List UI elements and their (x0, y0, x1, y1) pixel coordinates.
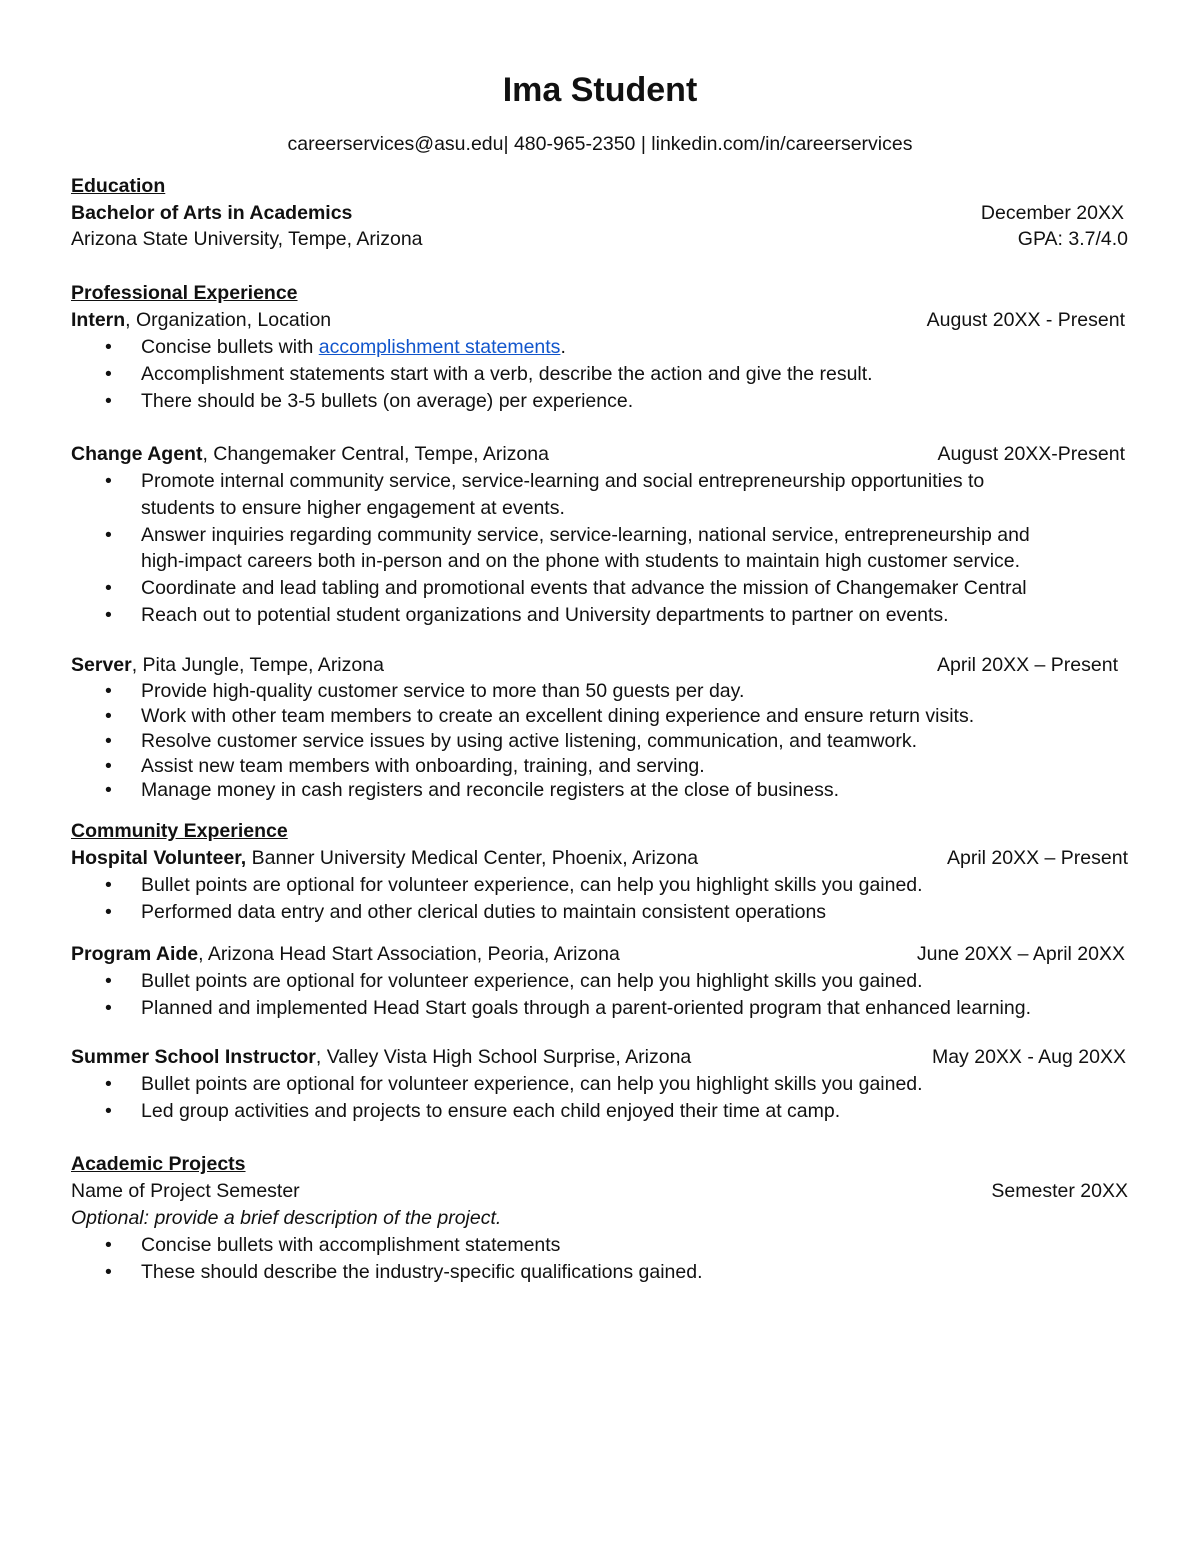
intern-date: August 20XX - Present (926, 309, 1125, 331)
project-date: Semester 20XX (991, 1180, 1128, 1202)
change-bullet-4: Reach out to potential student organizations and University departments to partner on events. (141, 604, 949, 626)
hospital-bullet-1: Bullet points are optional for volunteer experience, can help you highlight skills you gained. (141, 874, 923, 896)
contact-line: careerservices@asu.edu| 480-965-2350 | linkedin.com/in/careerservices (287, 133, 913, 155)
bullet-icon: • (105, 577, 112, 599)
change-agent-title-line: Change Agent, Changemaker Central, Tempe, Arizona (71, 443, 549, 465)
project-bullet-2: These should describe the industry-specific qualifications gained. (141, 1261, 703, 1283)
bullet-icon: • (105, 390, 112, 412)
server-bullet-2: Work with other team members to create an excellent dining experience and ensure return visits. (141, 705, 975, 727)
intern-bullet-3: There should be 3-5 bullets (on average) per experience. (141, 390, 634, 412)
hospital-bullet-2: Performed data entry and other clerical duties to maintain consistent operations (141, 901, 827, 923)
server-bullet-5: Manage money in cash registers and reconcile registers at the close of business. (141, 779, 840, 801)
academic-heading: Academic Projects (71, 1153, 246, 1175)
applicant-name: Ima Student (502, 71, 698, 109)
change-bullet-2a: Answer inquiries regarding community service, service-learning, national service, entrepreneurship and (141, 524, 1030, 546)
bullet-icon: • (105, 1073, 112, 1095)
change-bullet-1a: Promote internal community service, service-learning and social entrepreneurship opportunities to (141, 470, 985, 492)
bullet-icon: • (105, 470, 112, 492)
bullet-icon: • (105, 901, 112, 923)
summer-bullet-2: Led group activities and projects to ensure each child enjoyed their time at camp. (141, 1100, 841, 1122)
server-bullet-3: Resolve customer service issues by using active listening, communication, and teamwork. (141, 730, 918, 752)
hospital-date: April 20XX – Present (946, 847, 1128, 869)
change-bullet-1b: students to ensure higher engagement at events. (141, 497, 565, 519)
bullet-icon: • (105, 336, 112, 358)
bullet-icon: • (105, 755, 112, 777)
server-title-line: Server, Pita Jungle, Tempe, Arizona (71, 654, 384, 676)
school: Arizona State University, Tempe, Arizona (71, 228, 423, 250)
summer-date: May 20XX - Aug 20XX (931, 1046, 1126, 1068)
bullet-icon: • (105, 1261, 112, 1283)
project-bullet-1: Concise bullets with accomplishment statements (141, 1234, 561, 1256)
bullet-icon: • (105, 997, 112, 1019)
aide-date: June 20XX – April 20XX (916, 943, 1125, 965)
intern-bullet-1: Concise bullets with accomplishment statements. (141, 336, 566, 358)
bullet-icon: • (105, 524, 112, 546)
bullet-icon: • (105, 363, 112, 385)
aide-bullet-1: Bullet points are optional for volunteer experience, can help you highlight skills you gained. (141, 970, 923, 992)
project-name: Name of Project Semester (71, 1180, 300, 1202)
change-agent-date: August 20XX-Present (937, 443, 1125, 465)
summer-bullet-1: Bullet points are optional for volunteer experience, can help you highlight skills you gained. (141, 1073, 923, 1095)
bullet-icon: • (105, 970, 112, 992)
change-bullet-2b: high-impact careers both in-person and on the phone with students to maintain high customer service. (141, 550, 1021, 572)
bullet-icon: • (105, 874, 112, 896)
community-heading: Community Experience (71, 820, 288, 842)
bullet-icon: • (105, 779, 112, 801)
project-description: Optional: provide a brief description of the project. (71, 1207, 502, 1229)
aide-bullet-2: Planned and implemented Head Start goals through a parent-oriented program that enhanced learning. (141, 997, 1032, 1019)
aide-title-line: Program Aide, Arizona Head Start Association, Peoria, Arizona (71, 943, 620, 965)
degree: Bachelor of Arts in Academics (71, 202, 353, 224)
intern-bullet-2: Accomplishment statements start with a verb, describe the action and give the result. (141, 363, 873, 385)
server-bullet-1: Provide high-quality customer service to more than 50 guests per day. (141, 680, 745, 702)
summer-title-line: Summer School Instructor, Valley Vista High School Surprise, Arizona (71, 1046, 692, 1068)
professional-heading: Professional Experience (71, 282, 298, 304)
degree-date: December 20XX (980, 202, 1124, 224)
intern-title-line: Intern, Organization, Location (71, 309, 332, 331)
server-bullet-4: Assist new team members with onboarding, training, and serving. (141, 755, 705, 777)
bullet-icon: • (105, 730, 112, 752)
bullet-icon: • (105, 705, 112, 727)
change-bullet-3: Coordinate and lead tabling and promotional events that advance the mission of Changemaker Central (141, 577, 1027, 599)
hospital-title-line: Hospital Volunteer, Banner University Medical Center, Phoenix, Arizona (71, 847, 699, 869)
gpa: GPA: 3.7/4.0 (1017, 228, 1128, 250)
bullet-icon: • (105, 604, 112, 626)
accomplishment-statements-link[interactable]: accomplishment statements (318, 336, 561, 358)
education-heading: Education (71, 175, 166, 197)
bullet-icon: • (105, 1100, 112, 1122)
bullet-icon: • (105, 680, 112, 702)
bullet-icon: • (105, 1234, 112, 1256)
server-date: April 20XX – Present (936, 654, 1118, 676)
